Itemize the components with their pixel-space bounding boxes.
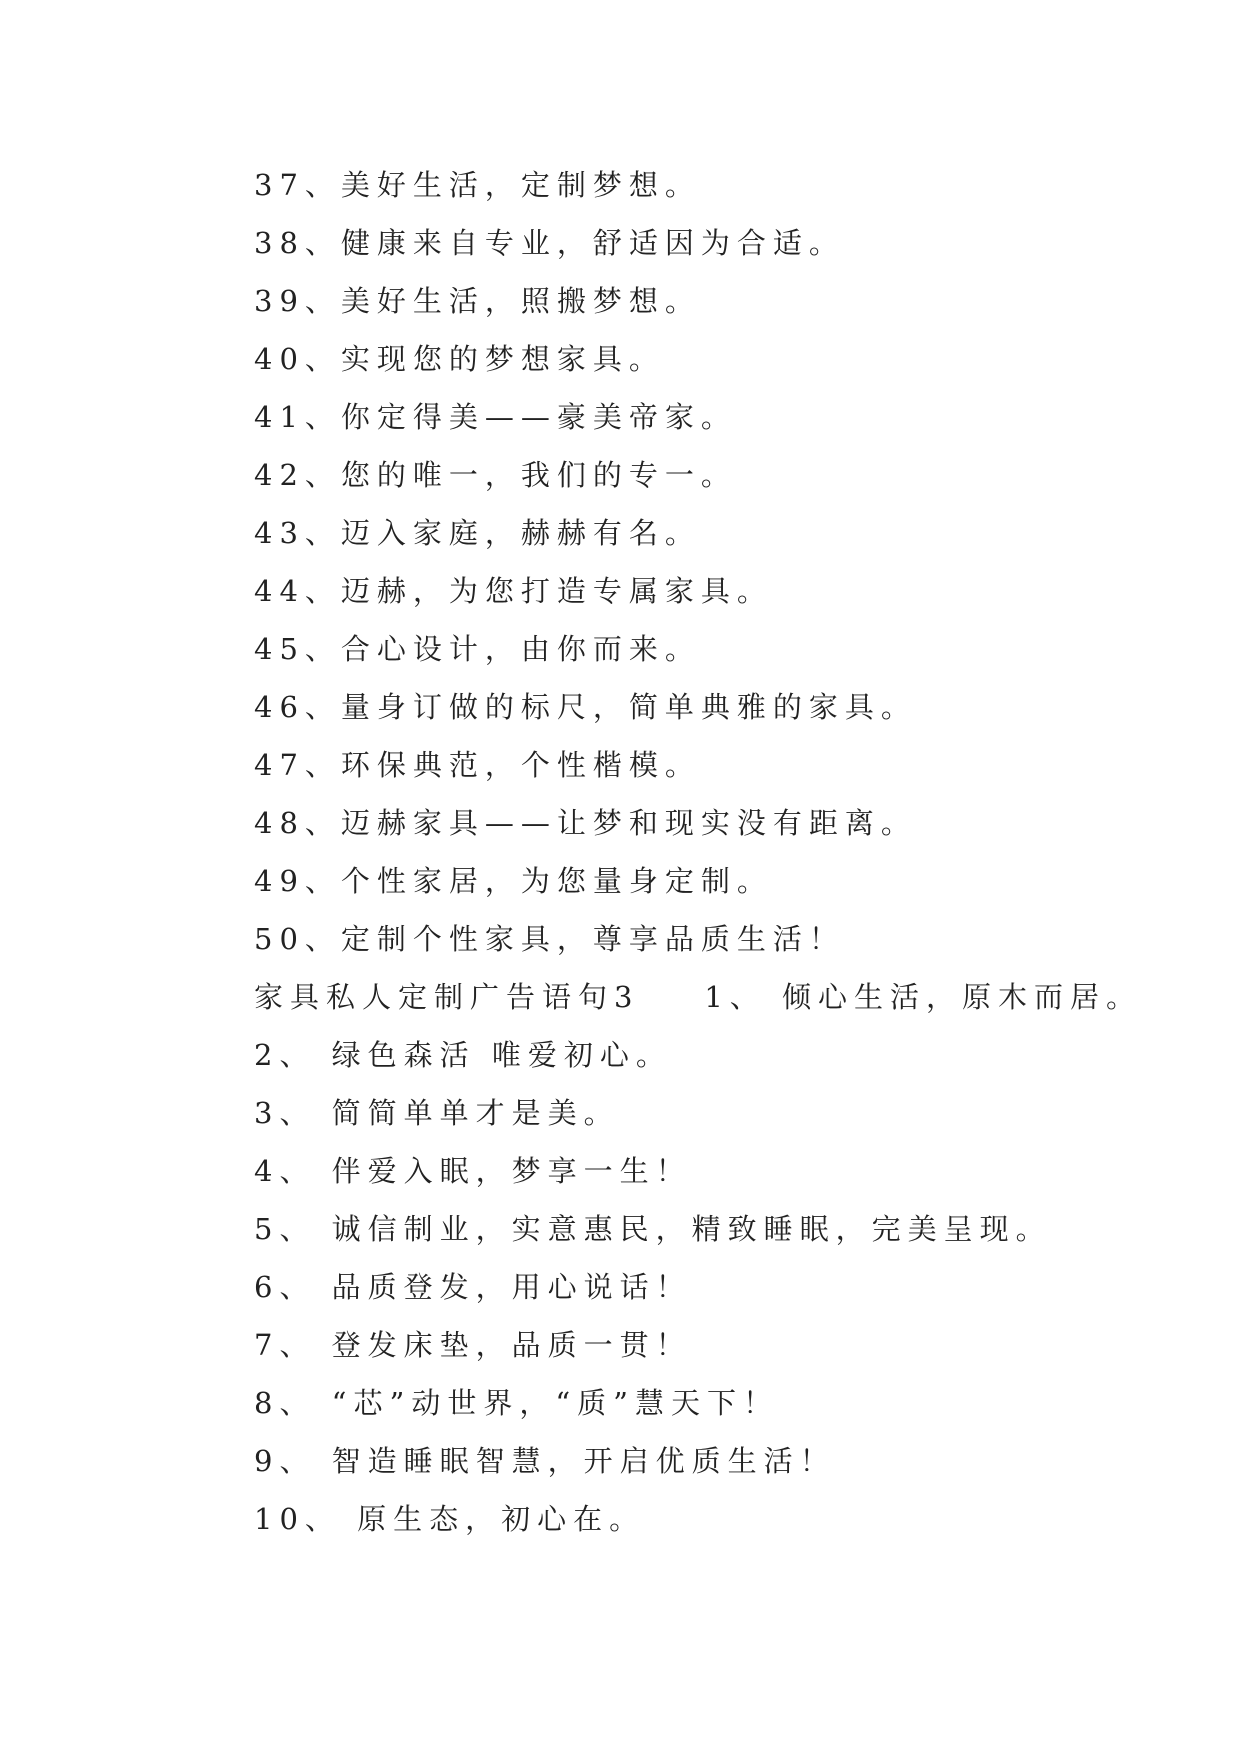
text-line-46: 46、量身订做的标尺，简单典雅的家具。 [254,690,917,724]
text-line-8: 8、 “芯”动世界，“质”慧天下！ [254,1386,779,1420]
text-line-48: 48、迈赫家具——让梦和现实没有距离。 [254,806,917,840]
text-line-49: 49、个性家居，为您量身定制。 [254,864,773,898]
text-line-42: 42、您的唯一，我们的专一。 [254,458,737,492]
text-line-38: 38、健康来自专业，舒适因为合适。 [254,226,845,260]
text-line-5: 5、 诚信制业，实意惠民，精致睡眠，完美呈现。 [254,1212,1052,1246]
text-line-40: 40、实现您的梦想家具。 [254,342,665,376]
text-line-39: 39、美好生活，照搬梦想。 [254,284,701,318]
text-line-50: 50、定制个性家具，尊享品质生活！ [254,922,845,956]
text-line-44: 44、迈赫，为您打造专属家具。 [254,574,773,608]
document-body [254,156,1154,1548]
text-line-6: 6、 品质登发，用心说话！ [254,1270,692,1304]
text-line-45: 45、合心设计，由你而来。 [254,632,701,666]
text-line-7: 7、 登发床垫，品质一贯！ [254,1328,692,1362]
section-heading-line: 家具私人定制广告语句3 1、 倾心生活，原木而居。 [254,980,1142,1014]
text-line-4: 4、 伴爱入眠，梦享一生！ [254,1154,692,1188]
text-line-41: 41、你定得美——豪美帝家。 [254,400,737,434]
text-line-3: 3、 简简单单才是美。 [254,1096,620,1130]
text-line-37: 37、美好生活，定制梦想。 [254,168,701,202]
text-line-9: 9、 智造睡眠智慧，开启优质生活！ [254,1444,836,1478]
text-line-43: 43、迈入家庭，赫赫有名。 [254,516,701,550]
text-line-2: 2、 绿色森活 唯爱初心。 [254,1038,672,1072]
text-line-10: 10、 原生态，初心在。 [254,1502,646,1536]
text-line-47: 47、环保典范，个性楷模。 [254,748,701,782]
